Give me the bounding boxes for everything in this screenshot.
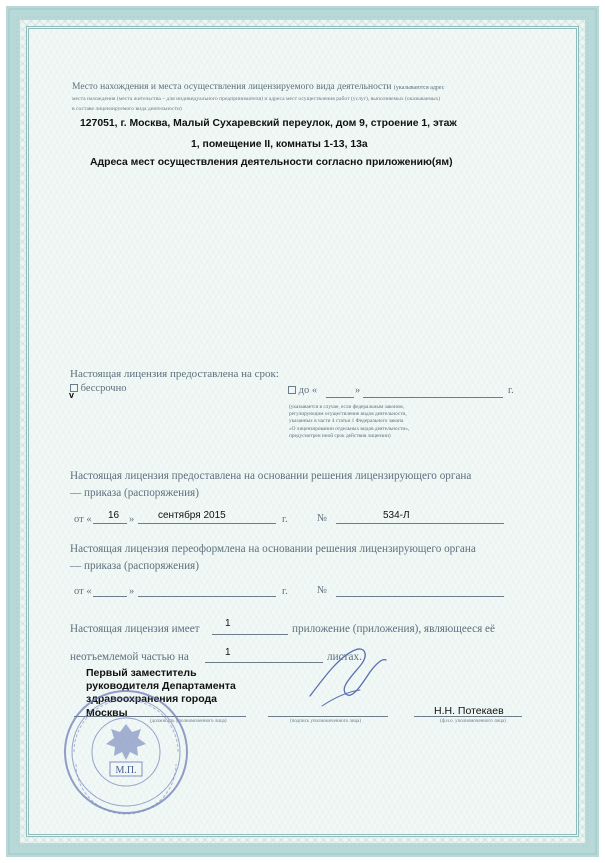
term-note-line: «О лицензировании отдельных видов деятельности», (289, 425, 410, 432)
address-line-2: 1, помещение II, комнаты 1-13, 13а (191, 139, 368, 150)
term-note-line: указанных в части 4 статьи 1 Федерального закона (289, 418, 404, 425)
basis-number: 534-Л (383, 510, 410, 521)
signatory-position-line: Москвы (86, 706, 128, 719)
term-option-unlimited[interactable] (70, 383, 126, 394)
signatory-position-line: Первый заместитель (86, 667, 197, 679)
signature-line (268, 716, 388, 717)
signatory-position-line: руководителя Департамента (86, 680, 236, 693)
address-line-3: Адреса мест осуществления деятельности согласно приложению(ям) (90, 157, 453, 168)
term-note (289, 404, 409, 440)
basis-number-label: № (317, 513, 328, 524)
appendix-line1-prefix: Настоящая лицензия имеет (70, 623, 200, 635)
unlimited-checkbox[interactable] (70, 384, 78, 392)
basis-from-label: от « (74, 514, 92, 525)
signatory-name: Н.Н. Потекаев (434, 705, 504, 717)
term-until-day-line (326, 397, 354, 398)
reissue-number-line (336, 596, 504, 597)
basis-year-suffix: г. (282, 514, 288, 525)
term-until-month-line (363, 397, 503, 398)
basis-day-line (93, 523, 127, 524)
term-heading: Настоящая лицензия предоставлена на срок: (70, 368, 279, 380)
basis-heading-1: Настоящая лицензия предоставлена на основании решения лицензирующего органа (70, 470, 472, 482)
address-line-1: 127051, г. Москва, Малый Сухаревский переулок, дом 9, строение 1, этаж (80, 118, 457, 129)
basis-close-quote: » (129, 514, 135, 525)
appendix-count-line (212, 634, 288, 635)
term-note-line: регулирующим осуществление видов деятельности, (289, 411, 407, 418)
term-check-mark: v (69, 390, 75, 400)
reissue-from-label: от « (74, 586, 92, 597)
caption-signature: (подпись уполномоченного лица) (290, 719, 362, 724)
until-checkbox[interactable] (288, 386, 296, 394)
header-title (72, 82, 444, 92)
sheet-count: 1 (225, 647, 231, 658)
reissue-year-suffix: г. (282, 586, 288, 597)
basis-day: 16 (108, 510, 120, 521)
term-note-line: предусмотрен иной срок действия лицензии) (289, 432, 391, 439)
appendix-line2-suffix: листах. (327, 651, 362, 663)
caption-name: (ф.и.о. уполномоченного лица) (440, 719, 506, 724)
appendix-line1-suffix: приложение (приложения), являющееся её (292, 623, 495, 635)
header-title-line2: места нахождения (места жительства – для индивидуального предпринимателя) и адреса мест осуществления работ (услуг), выполняемых (оказываемых) (72, 96, 441, 102)
header-title-line3: в составе лицензируемого вида деятельности) (72, 106, 182, 112)
signatory-position-line: здравоохранения города (86, 693, 217, 706)
seal-label: М.П. (115, 765, 137, 776)
reissue-day-line (93, 596, 127, 597)
term-until-mid: » (355, 385, 361, 396)
basis-month-year: сентября 2015 (158, 510, 226, 521)
term-note-line: (указывается в случае, если федеральным законом, (289, 404, 405, 410)
reissue-heading-1: Настоящая лицензия переоформлена на основании решения лицензирующего органа (70, 543, 476, 555)
appendix-line2-prefix: неотъемлемой частью на (70, 651, 189, 663)
term-option-until[interactable] (288, 385, 317, 396)
basis-number-line (336, 523, 504, 524)
reissue-close-quote: » (129, 586, 135, 597)
basis-heading-2: — приказа (распоряжения) (70, 487, 199, 499)
header-title-main: Место нахождения и места осуществления лицензируемого вида деятельности (72, 82, 392, 92)
term-option-unlimited-label: бессрочно (80, 383, 127, 394)
term-until-prefix: до « (298, 385, 318, 396)
appendix-count: 1 (225, 618, 231, 629)
header-title-note: (указываются адрес (393, 85, 445, 91)
handwritten-signature (300, 636, 390, 716)
round-seal-stamp (62, 688, 190, 816)
reissue-heading-2: — приказа (распоряжения) (70, 560, 199, 572)
reissue-number-label: № (317, 585, 328, 596)
caption-position: (должность уполномоченного лица) (150, 719, 227, 724)
reissue-month-line (138, 596, 276, 597)
term-until-suffix: г. (508, 385, 514, 396)
basis-month-line (138, 523, 276, 524)
